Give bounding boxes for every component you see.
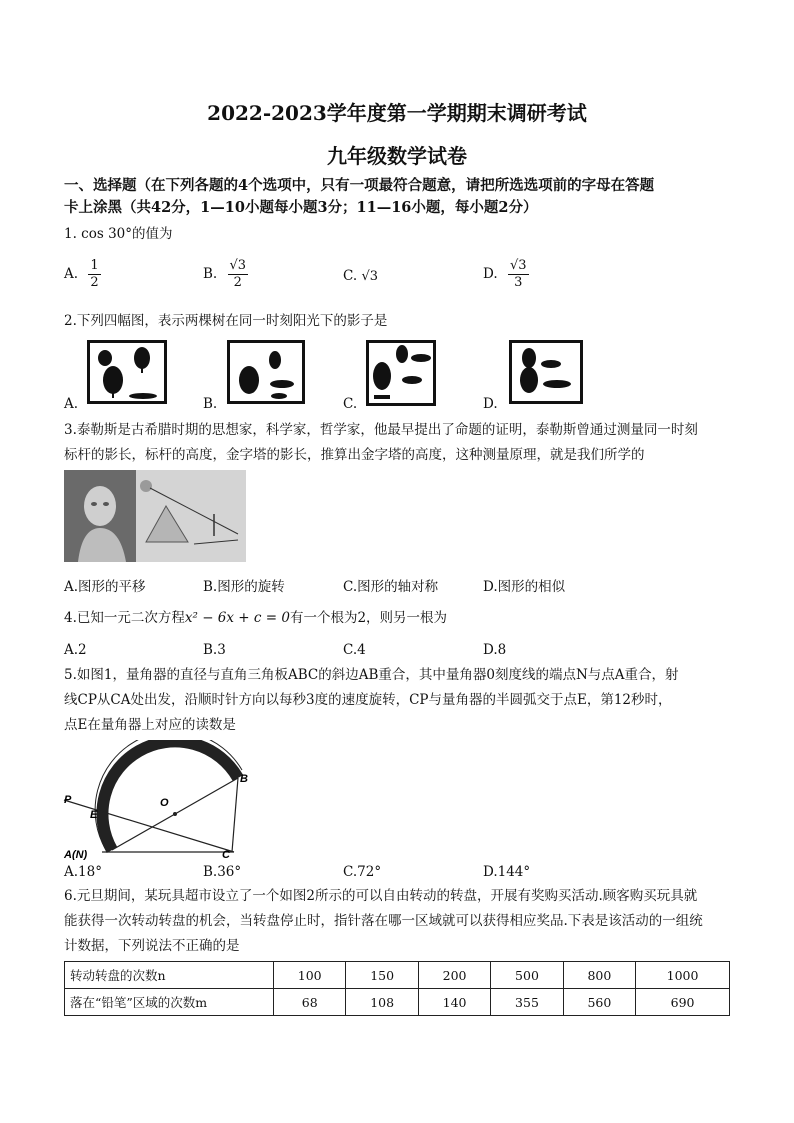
- q2-label-d: D.: [483, 396, 498, 412]
- table-cell: 690: [636, 989, 730, 1016]
- table-cell: 560: [563, 989, 635, 1016]
- q1-d-fraction: $\frac{√3}{3}$: [509, 258, 527, 290]
- q6-stem-line1: 6.元旦期间，某玩具超市设立了一个如图2所示的可以自由转动的转盘，开展有奖购买活动.顾客购买玩具就: [64, 888, 698, 904]
- q2-figure-d: [509, 340, 583, 404]
- q1-b-fraction: $\frac{√3}{2}$: [229, 258, 247, 290]
- q5-label-p: P: [64, 794, 72, 806]
- table-cell: 200: [418, 962, 490, 989]
- q5-option-b: B.36°: [203, 864, 242, 880]
- q4-option-c: C.4: [343, 642, 366, 658]
- q1-option-a: A. $\frac{1}{2}$: [64, 258, 99, 290]
- q5-option-d: D.144°: [483, 864, 531, 880]
- q5-label-e: E: [90, 809, 98, 821]
- q2-figure-b: [227, 340, 305, 404]
- q2-figure-c: [366, 340, 436, 408]
- q6-stem-line2: 能获得一次转动转盘的机会，当转盘停止时，指针落在哪一区域就可以获得相应奖品.下表是该活动的一组统: [64, 913, 703, 929]
- q5-label-b: B: [240, 773, 248, 785]
- exam-subtitle: 九年级数学试卷: [327, 144, 467, 168]
- q4-equation: x² − 6x + c = 0: [184, 610, 290, 626]
- q1-option-c: C. √3: [343, 268, 378, 284]
- q5-label-c: C: [222, 849, 230, 860]
- q1-option-b: B. $\frac{√3}{2}$: [203, 258, 247, 290]
- table-cell: 1000: [636, 962, 730, 989]
- q6-stem-line3: 计数据，下列说法不正确的是: [64, 938, 240, 954]
- q1-option-d: D. $\frac{√3}{3}$: [483, 258, 527, 290]
- q3-thales-pyramid-image: [64, 470, 246, 562]
- table-cell: 355: [491, 989, 563, 1016]
- table-cell: 68: [274, 989, 346, 1016]
- table-row: [65, 989, 730, 1016]
- q3-option-c: C.图形的轴对称: [343, 579, 439, 595]
- q3-option-a: A.图形的平移: [64, 579, 146, 595]
- table-cell: 100: [274, 962, 346, 989]
- q6-statistics-table: [64, 961, 730, 1016]
- q4-option-d: D.8: [483, 642, 507, 658]
- q5-label-o: O: [160, 797, 169, 809]
- q5-label-an: A(N): [64, 849, 88, 860]
- q4-option-b: B.3: [203, 642, 226, 658]
- q3-option-d: D.图形的相似: [483, 579, 566, 595]
- q3-stem-line1: 3.泰勒斯是古希腊时期的思想家，科学家，哲学家，他最早提出了命题的证明，泰勒斯曾通过测量同一时刻: [64, 422, 698, 438]
- table-cell: 800: [563, 962, 635, 989]
- q2-stem: 2.下列四幅图，表示两棵树在同一时刻阳光下的影子是: [64, 313, 388, 329]
- q5-stem-line1: 5.如图1，量角器的直径与直角三角板ABC的斜边AB重合，其中量角器0刻度线的端点N与点A重合，射: [64, 667, 679, 683]
- exam-title: 2022-2023学年度第一学期期末调研考试: [207, 101, 587, 125]
- table-cell: 108: [346, 989, 418, 1016]
- q2-label-a: A.: [64, 396, 79, 412]
- q5-stem-line2: 线CP从CA处出发，沿顺时针方向以每秒3度的速度旋转，CP与量角器的半圆弧交于点E，第12秒时，: [64, 692, 672, 708]
- q4-option-a: A.2: [64, 642, 87, 658]
- q2-figure-a: [87, 340, 167, 404]
- table-cell: 150: [346, 962, 418, 989]
- q3-option-b: B.图形的旋转: [203, 579, 285, 595]
- q2-label-c: C.: [343, 396, 358, 412]
- table-cell: 500: [491, 962, 563, 989]
- q5-option-a: A.18°: [64, 864, 102, 880]
- q5-stem-line3: 点E在量角器上对应的读数是: [64, 717, 236, 733]
- table-cell: 落在“铅笔”区域的次数m: [65, 989, 274, 1016]
- q1-stem: 1. cos 30°的值为: [64, 226, 173, 242]
- table-row: [65, 962, 730, 989]
- q1-a-fraction: $\frac{1}{2}$: [90, 258, 99, 290]
- q3-stem-line2: 标杆的影长，标杆的高度，金字塔的影长，推算出金字塔的高度，这种测量原理，就是我们所学的: [64, 447, 645, 463]
- table-cell: 140: [418, 989, 490, 1016]
- q5-option-c: C.72°: [343, 864, 382, 880]
- q2-label-b: B.: [203, 396, 218, 412]
- table-cell: 转动转盘的次数n: [65, 962, 274, 989]
- section-heading-line2: 卡上涂黑（共42分，1—10小题每小题3分；11—16小题，每小题2分）: [64, 199, 538, 216]
- q5-protractor-figure: [62, 740, 272, 860]
- section-heading-line1: 一、选择题（在下列各题的4个选项中，只有一项最符合题意，请把所选选项前的字母在答题: [64, 177, 655, 194]
- q4-stem: 4.已知一元二次方程x² − 6x + c = 0有一个根为2，则另一根为: [64, 610, 448, 626]
